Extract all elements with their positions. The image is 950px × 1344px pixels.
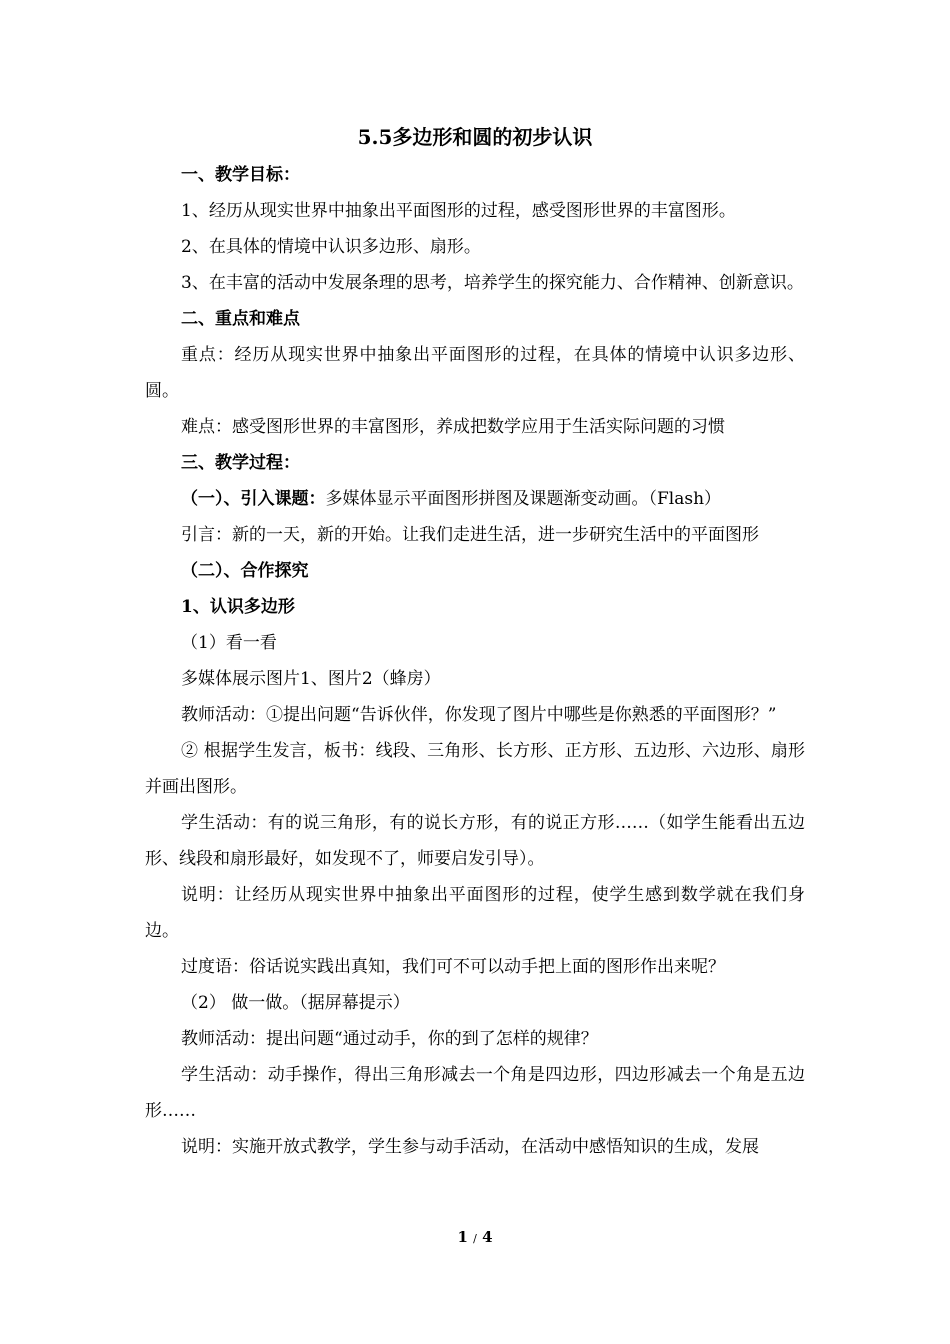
subsection-lead: （一）、引入课题： (181, 489, 326, 509)
paragraph: 学生活动：有的说三角形，有的说长方形，有的说正方形……（如学生能看出五边形、线段和扇形最好，如发现不了，师要启发引导）。 (145, 813, 805, 869)
paragraph: 学生活动：动手操作，得出三角形减去一个角是四边形，四边形减去一个角是五边形…… (145, 1065, 805, 1121)
paragraph: 难点：感受图形世界的丰富图形，养成把数学应用于生活实际问题的习惯 (181, 417, 725, 437)
paragraph: 教师活动：提出问题“通过动手，你的到了怎样的规律？ (181, 1029, 598, 1049)
paragraph: 教师活动：①提出问题“告诉伙伴，你发现了图片中哪些是你熟悉的平面图形？” (181, 705, 777, 725)
page-number (0, 1228, 950, 1246)
total-pages: 4 (482, 1228, 493, 1246)
page-separator: / (473, 1232, 477, 1245)
document-title: 5.5多边形和圆的初步认识 (357, 125, 593, 149)
paragraph: ② 根据学生发言，板书：线段、三角形、长方形、正方形、五边形、六边形、扇形并画出图形。 (145, 741, 805, 797)
section-heading-key-points: 二、重点和难点 (181, 309, 300, 329)
paragraph: 重点：经历从现实世界中抽象出平面图形的过程，在具体的情境中认识多边形、圆。 (145, 345, 805, 401)
document-body (145, 121, 805, 1165)
section-heading-process: 三、教学过程： (181, 453, 300, 473)
paragraph: 1、经历从现实世界中抽象出平面图形的过程，感受图形世界的丰富图形。 (181, 201, 736, 221)
paragraph: 说明：实施开放式教学，学生参与动手活动，在活动中感悟知识的生成，发展 (181, 1137, 759, 1157)
paragraph: 过度语：俗话说实践出真知，我们可不可以动手把上面的图形作出来呢？ (181, 957, 725, 977)
paragraph: 引言：新的一天，新的开始。让我们走进生活，进一步研究生活中的平面图形 (181, 525, 759, 545)
paragraph: 3、在丰富的活动中发展条理的思考，培养学生的探究能力、合作精神、创新意识。 (181, 273, 804, 293)
paragraph: 2、在具体的情境中认识多边形、扇形。 (181, 237, 481, 257)
current-page: 1 (457, 1228, 468, 1246)
paragraph: 多媒体展示图片1、图片2（蜂房） (181, 669, 441, 689)
paragraph: （2） 做一做。（据屏幕提示） (181, 993, 410, 1013)
paragraph: 说明：让经历从现实世界中抽象出平面图形的过程，使学生感到数学就在我们身边。 (145, 885, 805, 941)
section-heading-objectives: 一、教学目标： (181, 165, 300, 185)
paragraph (145, 481, 805, 517)
paragraph: （1）看一看 (181, 633, 277, 653)
paragraph-text: 多媒体显示平面图形拼图及课题渐变动画。（Flash） (325, 489, 722, 509)
subsection-heading: （二）、合作探究 (181, 561, 309, 581)
subsection-heading: 1、认识多边形 (181, 597, 295, 617)
